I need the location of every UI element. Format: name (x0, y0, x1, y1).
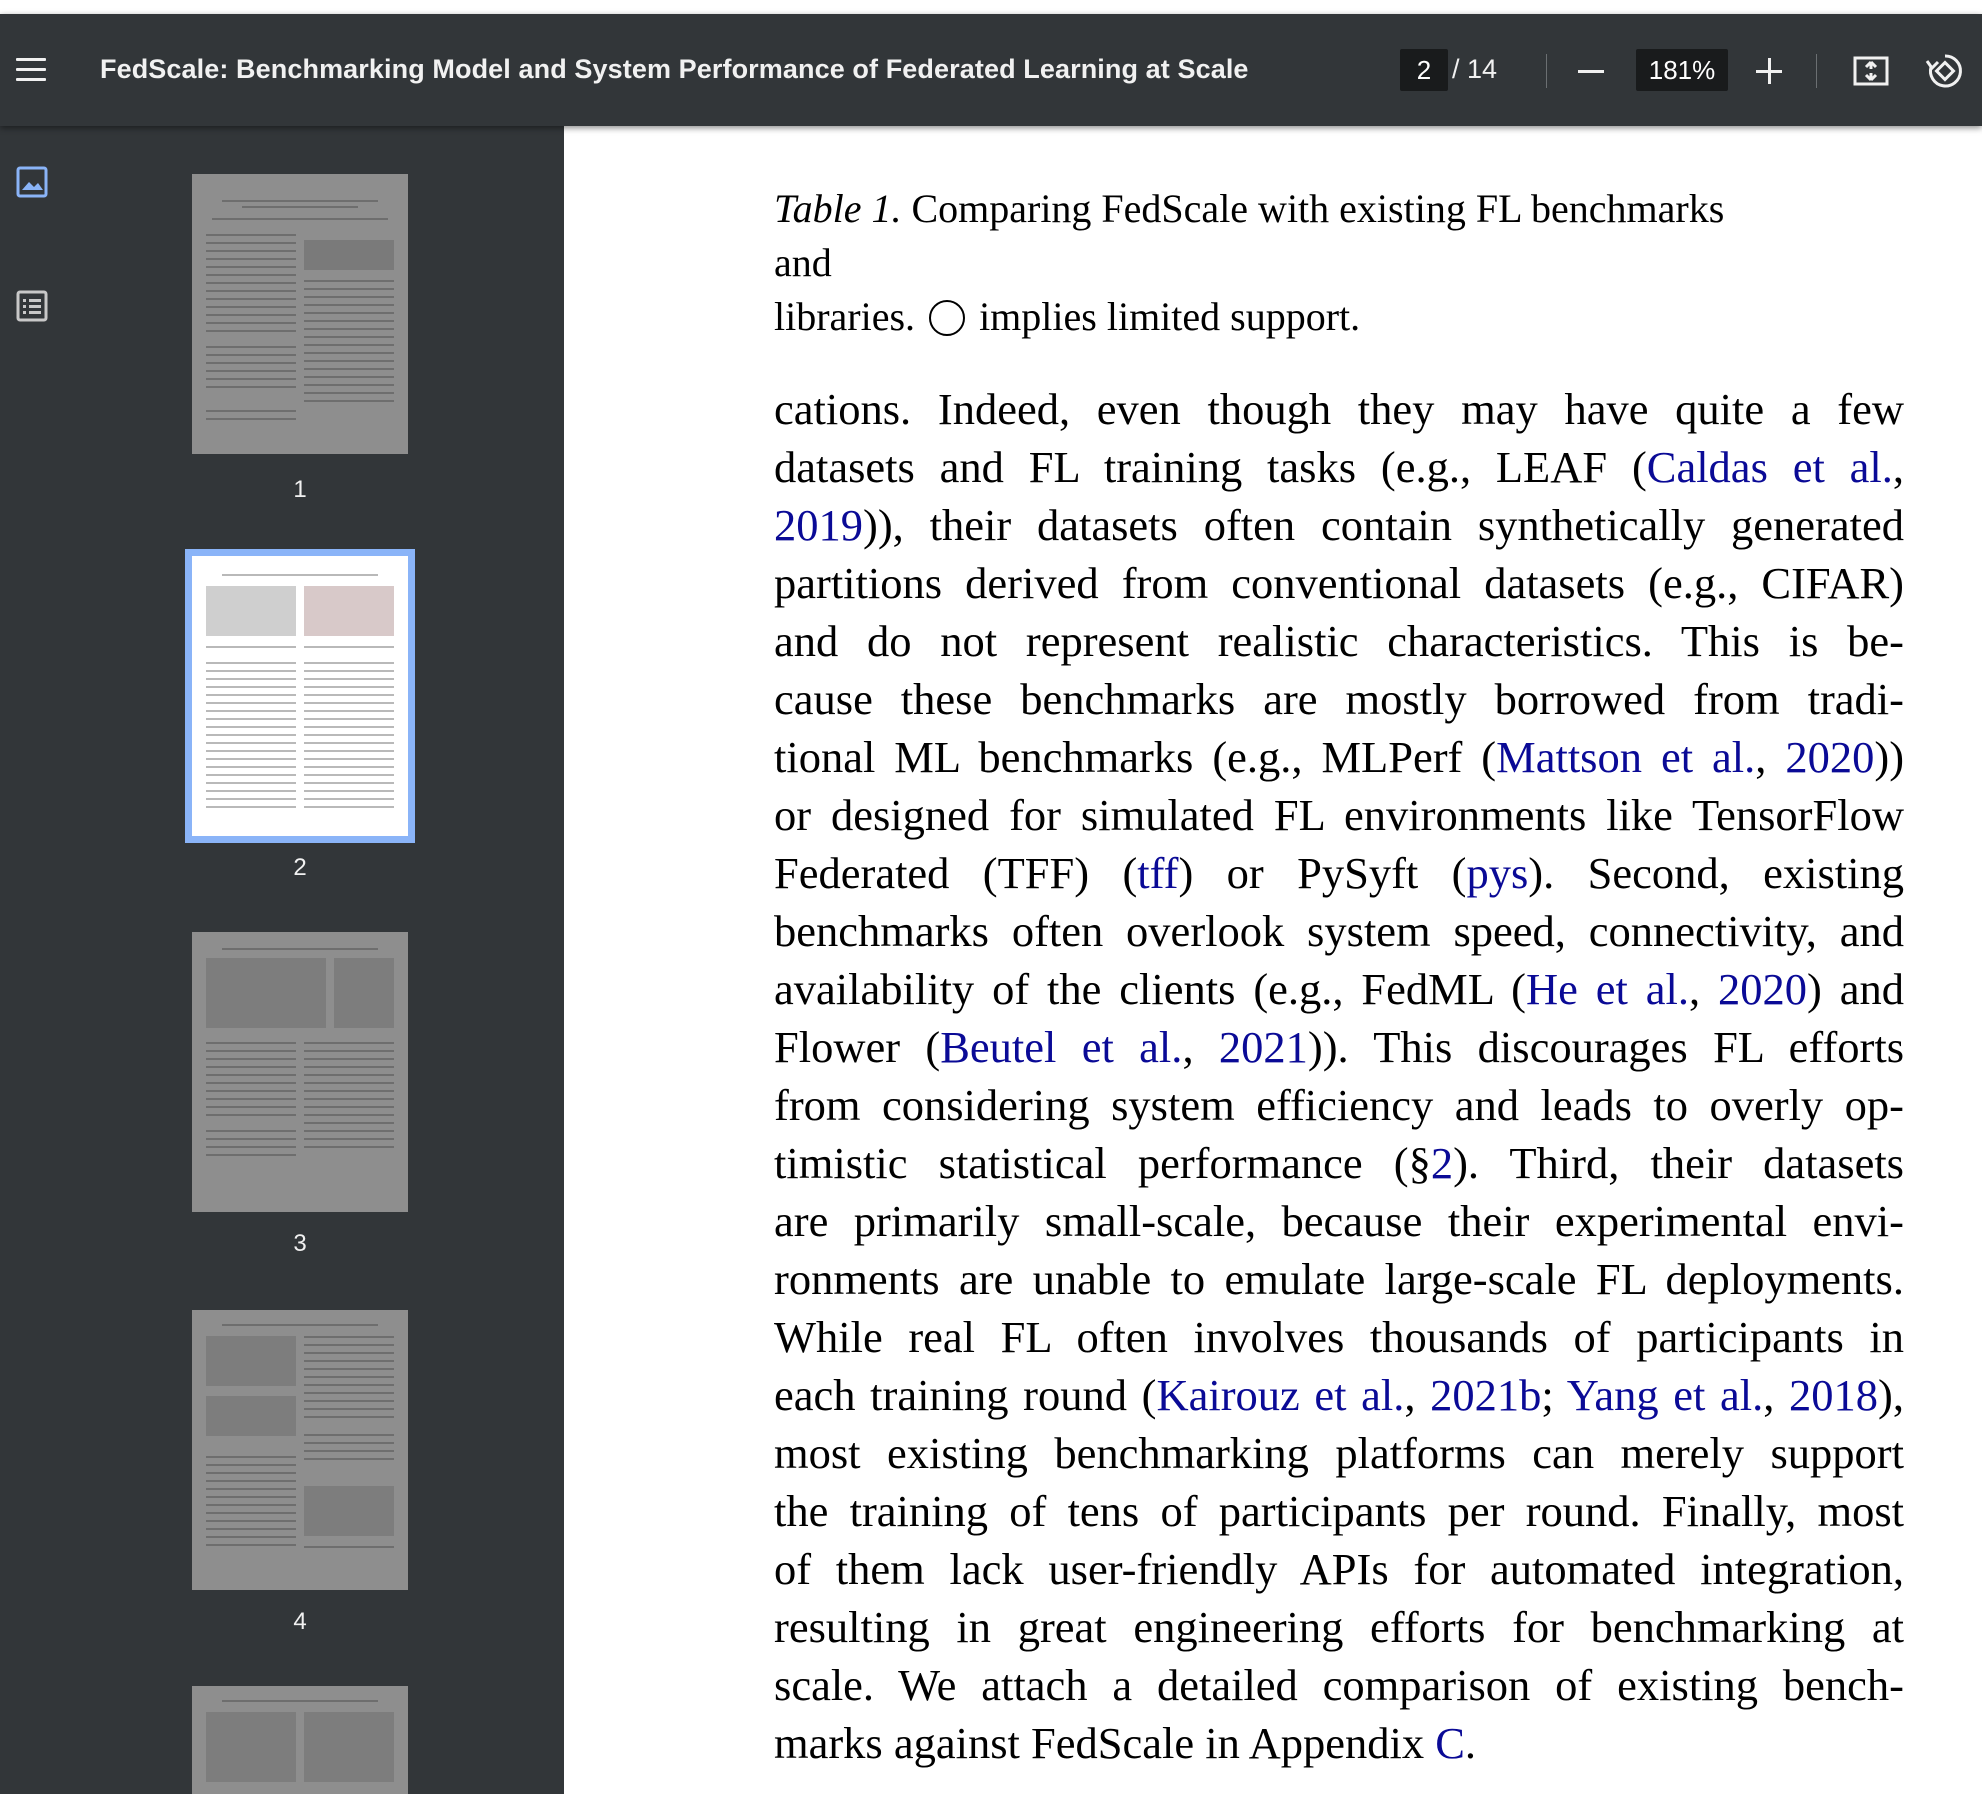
text-segment: Federated (TFF) ( (774, 848, 1138, 898)
citation-link[interactable]: 2019 (774, 500, 863, 550)
text-line (774, 1308, 1904, 1366)
text-segment: availability of the clients (e.g., FedML ( (774, 964, 1526, 1014)
citation-link[interactable]: 2021 (1218, 1022, 1308, 1072)
text-line (774, 1714, 1904, 1772)
text-segment: , (1182, 1022, 1219, 1072)
citation-link[interactable]: pys (1466, 848, 1529, 898)
text-line (774, 1424, 1904, 1482)
text-segment: )) (1874, 732, 1905, 782)
limited-support-circle-icon (929, 300, 965, 336)
text-segment: , (1689, 964, 1719, 1014)
citation-link[interactable]: Caldas et al. (1646, 442, 1893, 492)
text-segment: tional ML benchmarks (e.g., MLPerf ( (774, 732, 1497, 782)
text-segment: )). This discourages FL efforts (1307, 1022, 1905, 1072)
text-line (774, 496, 1904, 554)
document-viewport (564, 126, 1982, 1794)
page-thumbnail-4[interactable] (192, 1310, 408, 1590)
text-segment: of them lack user-friendly APIs for automated integration, (774, 1544, 1904, 1594)
fit-to-page-icon[interactable] (1852, 52, 1890, 90)
text-line (774, 960, 1904, 1018)
citation-link[interactable]: He et al. (1525, 964, 1690, 1014)
text-segment: , (1763, 1370, 1790, 1420)
text-line (774, 1192, 1904, 1250)
table-caption-line-2 (774, 290, 1774, 344)
table-caption-line-1 (774, 182, 1774, 290)
table-caption-text: Comparing FedScale with existing FL benchmarks and (774, 186, 1725, 285)
page-thumbnail-5[interactable] (192, 1686, 408, 1794)
text-segment: ; (1541, 1370, 1567, 1420)
text-line (774, 844, 1904, 902)
zoom-in-icon[interactable] (1750, 52, 1788, 90)
toolbar-divider (1816, 54, 1817, 88)
page-thumbnail-label: 3 (293, 1230, 307, 1257)
citation-link[interactable]: 2018 (1789, 1370, 1879, 1420)
page-thumbnail-label: 4 (293, 1608, 307, 1635)
table-caption-text: implies limited support. (979, 294, 1361, 339)
text-line (774, 1018, 1904, 1076)
text-segment: , (1404, 1370, 1431, 1420)
page-thumbnail-2[interactable] (192, 556, 408, 836)
text-segment: scale. We attach a detailed comparison of existing bench- (774, 1660, 1904, 1710)
text-line (774, 670, 1904, 728)
citation-link[interactable]: Kairouz et al. (1156, 1370, 1405, 1420)
outline-icon[interactable] (14, 288, 50, 324)
citation-link[interactable]: 2020 (1718, 964, 1808, 1014)
document-title: FedScale: Benchmarking Model and System Performance of Federated Learning at Scale (100, 54, 1249, 84)
text-segment: resulting in great engineering efforts for benchmarking at (774, 1602, 1904, 1652)
text-segment: cations. Indeed, even though they may have quite a few (774, 384, 1904, 434)
page-total: / 14 (1452, 54, 1498, 84)
text-segment: )), their datasets often contain synthetically generated (863, 500, 1904, 550)
text-segment: ) or PySyft ( (1178, 848, 1467, 898)
text-segment: datasets and FL training tasks (e.g., LEAF ( (774, 442, 1647, 492)
zoom-out-icon[interactable] (1572, 52, 1610, 90)
menu-icon[interactable] (14, 52, 50, 88)
text-line (774, 786, 1904, 844)
citation-link[interactable]: Beutel et al. (940, 1022, 1183, 1072)
text-segment: . (1464, 1718, 1477, 1768)
text-line (774, 438, 1904, 496)
text-segment: are primarily small-scale, because their experimental envi- (774, 1196, 1904, 1246)
text-segment: or designed for simulated FL environments like TensorFlow (774, 790, 1904, 840)
text-line (774, 1366, 1904, 1424)
text-segment: marks against FedScale in Appendix (774, 1718, 1436, 1768)
citation-link[interactable]: 2021b (1430, 1370, 1542, 1420)
text-line (774, 1076, 1904, 1134)
text-segment: the training of tens of participants per round. Finally, most (774, 1486, 1904, 1536)
text-segment: and do not represent realistic characteristics. This is be- (774, 616, 1904, 666)
citation-link[interactable]: 2020 (1785, 732, 1875, 782)
text-segment: , (1892, 442, 1904, 492)
rotate-icon[interactable] (1924, 50, 1966, 92)
text-segment: cause these benchmarks are mostly borrowed from tradi- (774, 674, 1904, 724)
page-thumbnail-3[interactable] (192, 932, 408, 1212)
text-segment: ), (1878, 1370, 1904, 1420)
text-line (774, 1134, 1904, 1192)
text-segment: ). Second, existing (1528, 848, 1904, 898)
table-caption-text: libraries. (774, 294, 916, 339)
text-line (774, 1540, 1904, 1598)
text-line (774, 554, 1904, 612)
page-thumbnail-label: 2 (293, 854, 307, 881)
body-paragraph (774, 380, 1904, 1772)
text-line (774, 1250, 1904, 1308)
text-segment: benchmarks often overlook system speed, connectivity, and (774, 906, 1904, 956)
citation-link[interactable]: Mattson et al. (1496, 732, 1756, 782)
text-segment: from considering system efficiency and leads to overly op- (774, 1080, 1904, 1130)
text-line (774, 380, 1904, 438)
text-line (774, 1482, 1904, 1540)
text-segment: While real FL often involves thousands of participants in (774, 1312, 1904, 1362)
text-segment: ronments are unable to emulate large-scale FL deployments. (774, 1254, 1904, 1304)
text-segment: Flower ( (774, 1022, 941, 1072)
citation-link[interactable]: 2 (1430, 1138, 1454, 1188)
pdf-toolbar (0, 14, 1982, 126)
current-page-input[interactable]: 2 (1400, 49, 1448, 91)
citation-link[interactable]: Yang et al. (1566, 1370, 1764, 1420)
text-segment: ). Third, their datasets (1453, 1138, 1905, 1188)
page-thumbnail-label: 1 (293, 476, 307, 503)
toolbar-divider (1546, 54, 1547, 88)
text-segment: each training round ( (774, 1370, 1157, 1420)
browser-top-strip (0, 0, 1982, 15)
citation-link[interactable]: C (1435, 1718, 1465, 1768)
text-line (774, 1656, 1904, 1714)
text-segment: timistic statistical performance (§ (774, 1138, 1431, 1188)
table-caption (774, 182, 1774, 344)
text-line (774, 1598, 1904, 1656)
text-line (774, 612, 1904, 670)
text-segment: ) and (1807, 964, 1904, 1014)
text-segment: , (1755, 732, 1786, 782)
zoom-level-input[interactable]: 181% (1636, 49, 1728, 91)
text-segment: most existing benchmarking platforms can merely support (774, 1428, 1904, 1478)
text-line (774, 728, 1904, 786)
table-caption-label: Table 1. (774, 186, 902, 231)
thumbnails-icon[interactable] (14, 164, 50, 200)
citation-link[interactable]: tff (1137, 848, 1179, 898)
thumbnail-sidebar (0, 126, 564, 1794)
text-segment: partitions derived from conventional datasets (e.g., CIFAR) (774, 558, 1904, 608)
text-line (774, 902, 1904, 960)
page-thumbnail-1[interactable] (192, 174, 408, 454)
